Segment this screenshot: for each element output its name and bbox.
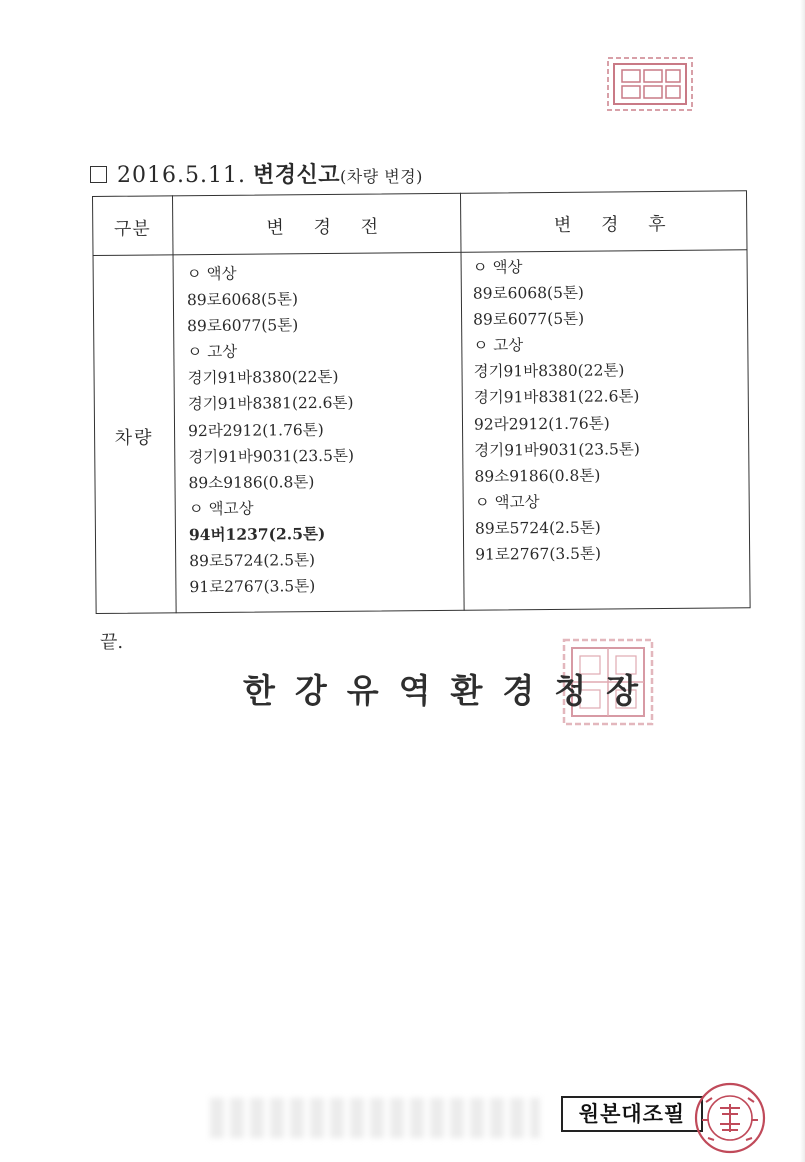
vehicle-entry-removed: 94버1237(2.5톤) — [188, 523, 326, 545]
header-before: 변 경 전 — [266, 216, 391, 239]
header-after: 변 경 후 — [553, 213, 678, 236]
section-heading — [90, 158, 423, 189]
issuing-authority: 한강유역환경청장 — [243, 671, 659, 710]
faint-scan-text — [210, 1098, 540, 1138]
original-certified-stamp — [561, 1096, 703, 1132]
vehicle-entry: 89소9186(0.8톤) — [188, 472, 315, 492]
vehicle-entry: 89로6068(5톤) — [472, 283, 585, 303]
vehicle-entry: 89로6077(5톤) — [187, 316, 299, 336]
end-mark: 끝. — [100, 632, 124, 653]
vehicle-entry: 89로5724(2.5톤) — [474, 518, 601, 538]
round-official-seal — [692, 1080, 768, 1156]
row-label-vehicle: 차량 — [114, 427, 154, 449]
vehicle-entry: 경기91바8381(22.6톤) — [187, 394, 354, 414]
vehicle-entry: 91로2767(3.5톤) — [189, 577, 316, 597]
group-label: ㅇ 액상 — [472, 258, 523, 277]
heading-date: 2016.5.11. — [117, 163, 246, 188]
vehicle-entry: 91로2767(3.5톤) — [475, 544, 602, 564]
after-column — [473, 253, 641, 568]
group-label: ㅇ 액상 — [186, 264, 237, 284]
vehicle-change-table — [92, 190, 751, 614]
vehicle-entry: 경기91바8381(22.6톤) — [473, 387, 640, 408]
vehicle-entry: 경기91바9031(23.5톤) — [474, 439, 640, 460]
group-label: ㅇ 액고상 — [474, 492, 540, 512]
header-category: 구분 — [113, 218, 151, 240]
vehicle-entry: 89소9186(0.8톤) — [474, 466, 601, 486]
certify-stamp-text: 원본대조필 — [578, 1102, 686, 1126]
vehicle-entry: 경기91바9031(23.5톤) — [188, 446, 355, 466]
group-label: ㅇ 고상 — [473, 336, 524, 355]
vehicle-entry: 89로6068(5톤) — [186, 290, 299, 310]
scan-edge — [800, 0, 805, 1162]
group-label: ㅇ 액고상 — [188, 499, 254, 519]
before-column — [187, 260, 356, 601]
vehicle-entry: 92라2912(1.76톤) — [187, 420, 324, 440]
vehicle-entry: 92라2912(1.76톤) — [473, 414, 610, 434]
checkbox-square — [90, 166, 107, 183]
official-seal-top — [604, 52, 696, 114]
group-label: ㅇ 고상 — [187, 343, 238, 362]
vehicle-entry: 89로5724(2.5톤) — [189, 551, 316, 571]
vehicle-entry: 경기91바8380(22톤) — [473, 361, 625, 382]
heading-subtitle: (차량 변경) — [339, 167, 423, 186]
heading-title: 변경신고 — [252, 162, 340, 188]
vehicle-entry: 89로6077(5톤) — [473, 309, 585, 329]
vehicle-entry: 경기91바8380(22톤) — [187, 368, 339, 388]
